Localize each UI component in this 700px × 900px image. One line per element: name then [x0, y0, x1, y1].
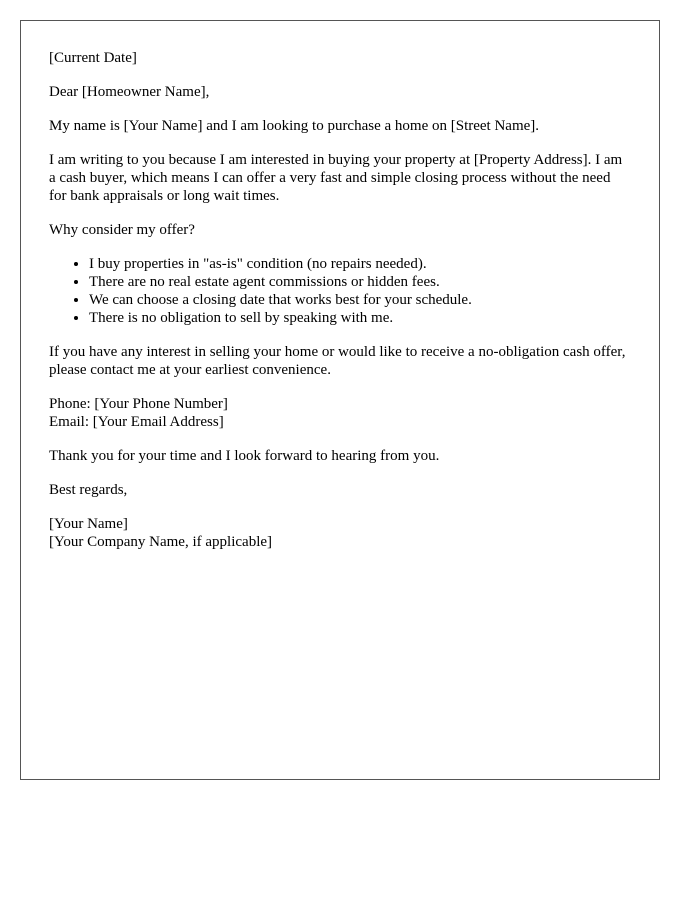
benefit-item: • We can choose a closing date that works best for your schedule. — [89, 291, 631, 309]
signature-company: [Your Company Name, if applicable] — [49, 534, 273, 550]
letter-page — [20, 20, 660, 780]
benefit-item: • There is no obligation to sell by speaking with me. — [89, 309, 631, 327]
contact-email: Email: [Your Email Address] — [49, 414, 224, 430]
letter-body: I am writing to you because I am interested in buying your property at [Property Address]. I am a cash buyer, which means I can offer a very fast and simple closing process without the need for bank appraisals or long wait times. — [49, 152, 623, 204]
signature-name: [Your Name] — [49, 516, 128, 532]
letter-question: Why consider my offer? — [49, 222, 195, 238]
letter-intro: My name is [Your Name] and I am looking to purchase a home on [Street Name]. — [49, 118, 540, 134]
benefit-item: • I buy properties in "as-is" condition (no repairs needed). — [89, 255, 631, 273]
letter-call-to-action: If you have any interest in selling your home or would like to receive a no-obligation cash offer, please contact me at your earliest convenience. — [49, 344, 626, 378]
benefit-item: • There are no real estate agent commissions or hidden fees. — [89, 273, 631, 291]
contact-block — [49, 395, 631, 431]
letter-closing: Best regards, — [49, 482, 128, 498]
contact-phone: Phone: [Your Phone Number] — [49, 396, 228, 412]
letter-date: [Current Date] — [49, 50, 137, 66]
letter-salutation: Dear [Homeowner Name], — [49, 84, 210, 100]
benefits-list — [49, 255, 631, 327]
letter-thanks: Thank you for your time and I look forward to hearing from you. — [49, 448, 440, 464]
signature-block — [49, 515, 631, 551]
